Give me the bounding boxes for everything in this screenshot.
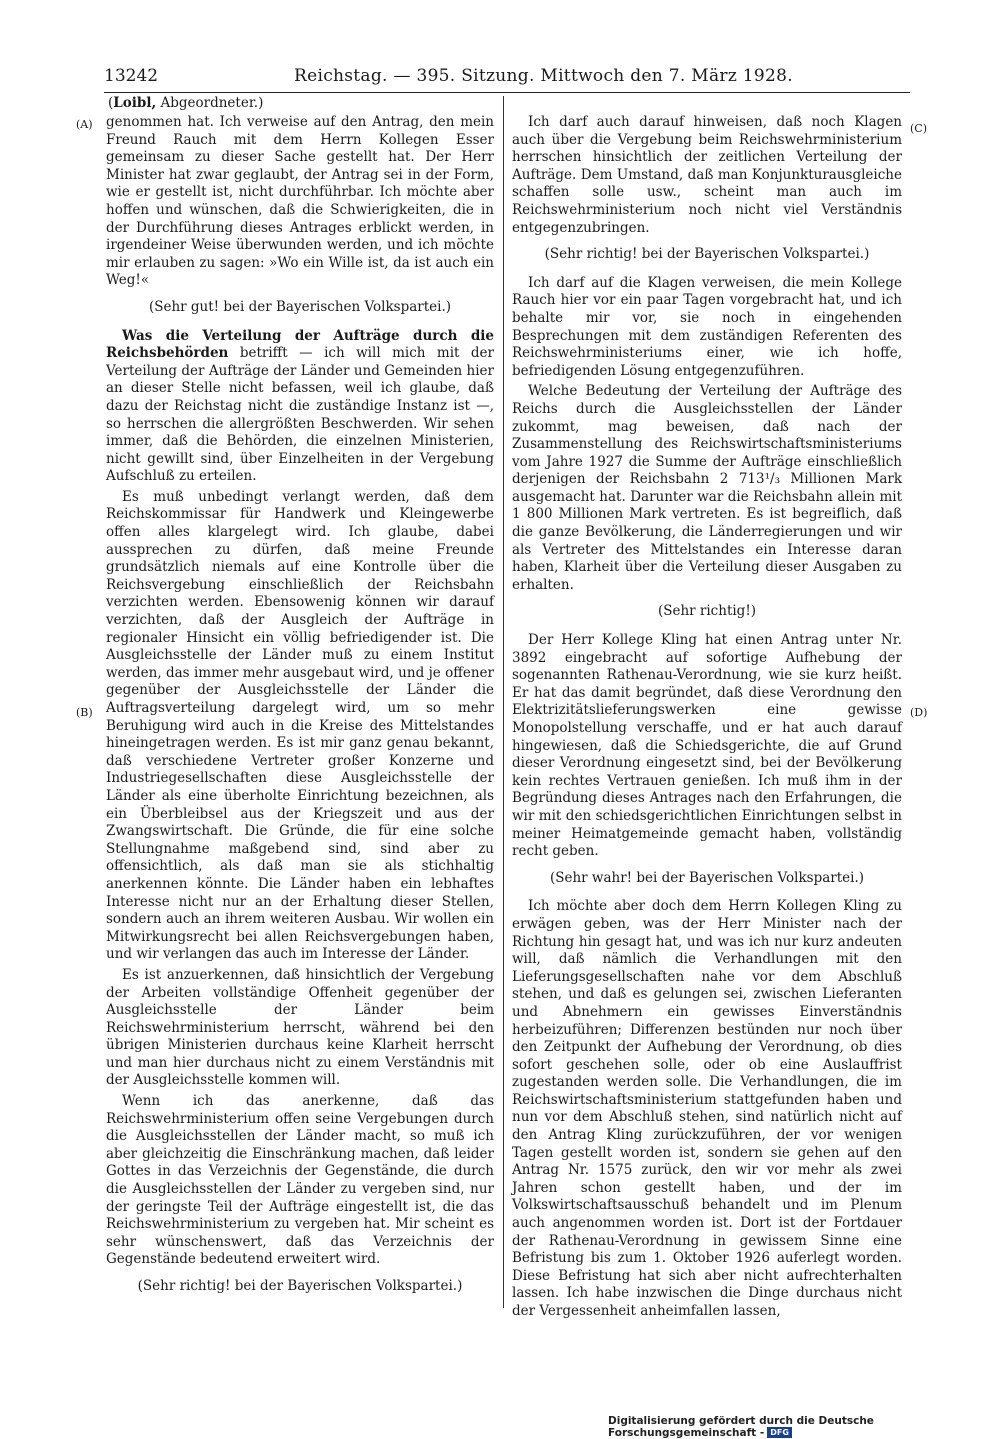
paragraph-text: Wenn ich das anerkenne, daß das Reichswehrministerium offen seine Vergebungen durch die Ausgleichsstellen der Länder macht, so muß ich aber gleichzeitig die Einschränkung machen, daß leider Gottes in das Verzeichnis der Gegenstände, die durch die Ausgleichsstellen der Länder zu vergeben sind, nur der geringste Teil der Aufträge eingestellt ist, die das Reichswehrministerium zu vergeben hat. Mir scheint es sehr wünschenswert, daß das Verzeichnis der Gegenstände bedeutend erweitert wird. (106, 1093, 494, 1268)
running-title: Reichstag. — 395. Sitzung. Mittwoch den 7. März 1928. (294, 66, 793, 86)
paragraph (106, 1093, 494, 1269)
speaker-line: (Loibl, Abgeordneter.) (108, 95, 264, 111)
paragraph-text: Ich darf auf die Klagen verweisen, die mein Kollege Rauch hier vor ein paar Tagen vorgebracht hat, und ich behalte mir vor, sie noch in eingehenden Besprechungen mit dem zuständigen Referenten des Reichswehrministeriums einer, wie ich hoffe, befriedigenden Lösung entgegenzuführen. (512, 274, 902, 379)
speaker-role: Abgeordneter.) (160, 95, 264, 111)
page-header (104, 66, 910, 93)
right-column (512, 114, 902, 1324)
paragraph (512, 632, 902, 861)
paragraph (512, 275, 902, 381)
dfg-logo: DFG (767, 1427, 792, 1438)
paragraph (106, 328, 494, 486)
paragraph-text: Ich möchte aber doch dem Herrn Kollegen Kling zu erwägen geben, was der Herr Minister nach der Richtung hin gesagt hat, und was ich nur kurz andeuten will, daß nämlich die Verhandlungen mit den Lieferungsgesellschaften nahe vor dem Abschluß stehen, und daß es gelungen sei, zwischen Lieferanten und Abnehmern ein gewisses Einverständnis herbeizuführen; Differenzen bestünden nur noch über den Zeitpunkt der Aufhebung der Verordnung, ob dies sofort geschehen solle, oder ob eine Auslauffrist zugestanden werden solle. Die Verhandlungen, die im Reichswirtschaftsministerium stattgefunden haben und nun vor dem Abschluß stehen, sind natürlich nicht auf den Antrag Kling zurückzuführen, der vor wenigen Tagen gestellt worden ist, sondern sie gehen auf den Antrag Nr. 1575 zurück, den wir vor mehr als zwei Jahren schon gestellt haben, und der im Volkswirtschaftsausschuß behandelt und im Plenum auch angenommen worden ist. Dort ist der Fortdauer der Rathenau-Verordnung in gewissem Sinne eine Befristung bis zum 1. Oktober 1926 auferlegt worden. Diese Befristung hat sich aber nicht aufrechterhalten lassen. Ich habe inzwischen die Dinge durchaus nicht der Vergessenheit anheimfallen lassen, (512, 898, 902, 1319)
paragraph (106, 489, 494, 964)
margin-mark-a: (A) (76, 118, 93, 131)
paragraph-text: (Sehr gut! bei der Bayerischen Volkspartei.) (148, 298, 452, 315)
column-divider (503, 96, 504, 1308)
paragraph (512, 114, 902, 237)
paragraph-text: (Sehr richtig! bei der Bayerischen Volkspartei.) (544, 246, 870, 263)
paragraph-text: (Sehr wahr! bei der Bayerischen Volkspartei.) (549, 869, 865, 886)
paragraph (106, 114, 494, 290)
paragraph-text: Welche Bedeutung der Verteilung der Aufträge des Reichs durch die Ausgleichsstellen der Länder zukommt, mag beweisen, daß nach der Zusammenstellung des Reichswirtschaftsministeriums vom Jahre 1927 die Summe der Aufträge einschließlich derjenigen der Reichsbahn 2 713¹/₃ Millionen Mark ausgemacht hat. Darunter war die Reichsbahn allein mit 1 800 Millionen Mark vertreten. Es ist begreiflich, daß die ganze Bevölkerung, die Länderregierungen und wir als Vertreter des Mittelstandes ein Interesse daran haben, Klarheit über die Verteilung dieser Ausgaben zu erhalten. (512, 383, 902, 593)
margin-mark-d: (D) (910, 706, 928, 719)
margin-mark-b: (B) (76, 706, 93, 719)
paragraph-text: Es muß unbedingt verlangt werden, daß dem Reichskommissar für Handwerk und Kleingewerbe offen alles klargelegt wird. Ich glaube, dabei aussprechen zu dürfen, daß meine Freunde grundsätzlich niemals auf eine Kontrolle über die Reichsvergebung einschließlich der Reichsbahn verzichten werden. Ebensowenig können wir darauf verzichten, daß der Ausgleich der Aufträge in regionaler Hinsicht ein völlig befriedigender ist. Die Ausgleichsstelle der Länder muß zu einem Institut werden, das immer mehr ausgebaut wird, und je offener gegenüber der Ausgleichsstelle der Länder die Auftragsverteilung dargelegt wird, um so mehr Beruhigung wird auch in die Kreise des Mittelstandes hineingetragen werden. Es ist mir ganz genau bekannt, daß verschiedene Vertreter großer Konzerne und Industriegesellschaften diese Ausgleichsstelle der Länder als eine überholte Einrichtung bezeichnen, als ein Überbleibsel aus der Kriegszeit und aus der Zwangswirtschaft. Die Gründe, die für eine solche Stellungnahme maßgebend sind, sind aber zu offensichtlich, als daß man sie als stichhaltig anerkennen könnte. Die Länder haben ein lebhaftes Interesse nicht nur an der Erhaltung dieser Stellen, sondern auch an ihrem weiteren Ausbau. Wir wollen ein Mitwirkungsrecht bei allen Reichsvergebungen haben, und wir verlangen das auch im Interesse der Länder. (106, 488, 494, 963)
paragraph-text: Der Herr Kollege Kling hat einen Antrag unter Nr. 3892 eingebracht auf sofortige Aufhebung der sogenannten Rathenau-Verordnung, wie sie kurz heißt. Er hat das damit begründet, daß diese Verordnung den Elektrizitätslieferungswerken eine gewisse Monopolstellung verschaffe, und er hat auch darauf hingewiesen, daß die Schiedsgerichte, die auf Grund dieser Verordnung eingesetzt sind, bei der Bevölkerung kein rechtes Vertrauen genießen. Ich muß ihm in der Begründung dieses Antrages nach den Erfahrungen, die wir mit den schiedsgerichtlichen Einrichtungen selbst in meiner Heimatgemeinde gemacht haben, vollständig recht geben. (512, 632, 902, 860)
footer (608, 1415, 1000, 1439)
interjection (512, 870, 902, 888)
paragraph (512, 383, 902, 594)
paragraph (106, 967, 494, 1090)
paragraph-text: (Sehr richtig! bei der Bayerischen Volkspartei.) (137, 1278, 463, 1294)
paragraph-text: Es ist anzuerkennen, daß hinsichtlich der Vergebung der Arbeiten vollständige Offenheit gegenüber der Ausgleichsstelle der Länder beim Reichswehrministerium herrscht, während bei den übrigen Ministerien durchaus keine Klarheit herrscht und man hier durchaus nicht zu einem Verständnis mit der Ausgleichsstelle kommen will. (106, 966, 494, 1089)
paragraph (512, 898, 902, 1320)
margin-mark-c: (C) (910, 122, 927, 135)
left-column (106, 114, 494, 1307)
interjection (512, 603, 902, 621)
paragraph-text: genommen hat. Ich verweise auf den Antrag, den mein Freund Rauch mit dem Herrn Kollegen Esser gemeinsam zu dieser Sache gestellt hat. Der Herr Minister hat zwar geglaubt, der Antrag sei in der Form, wie er gestellt ist, nicht durchführbar. Ich möchte aber hoffen und wünschen, daß die Schwierigkeiten, die in der Durchführung dieses Antrages erblickt werden, in irgendeiner Weise überwunden werden, und ich möchte mir erlauben zu sagen: »Wo ein Wille ist, da ist auch ein Weg!« (106, 114, 494, 289)
interjection (512, 246, 902, 264)
speaker-name: Loibl, (113, 95, 157, 111)
page-number: 13242 (104, 66, 159, 86)
paragraph-text: (Sehr richtig!) (657, 603, 757, 620)
paragraph-text: Ich darf auch darauf hinweisen, daß noch Klagen auch über die Vergebung beim Reichswehrministerium herrschen hinsichtlich der zeitlichen Verteilung der Aufträge. Dem Umstand, daß man Konjunkturausgleiche schaffen solle usw., scheint man auch im Reichswehrministerium noch nicht viel Verständnis entgegenzubringen. (512, 114, 902, 236)
paragraph-text: betrifft — ich will mich mit der Verteilung der Aufträge der Länder und Gemeinden hier an dieser Stelle nicht befassen, weil ich glaube, daß dazu der Reichstag nicht die zuständige Instanz ist —, so herrschen die allergrößten Beschwerden. Wir sehen immer, daß die Behörden, die einzelnen Ministerien, nicht gewillt sind, über Einzelheiten in der Vergebung Aufschluß zu erteilen. (106, 345, 494, 485)
interjection (106, 1278, 494, 1296)
emphasis: Was die Verteilung der Aufträge durch die Reichsbehörden (106, 327, 494, 362)
footer-text: Digitalisierung gefördert durch die Deutsche Forschungsgemeinschaft - (608, 1415, 874, 1439)
interjection (106, 299, 494, 317)
